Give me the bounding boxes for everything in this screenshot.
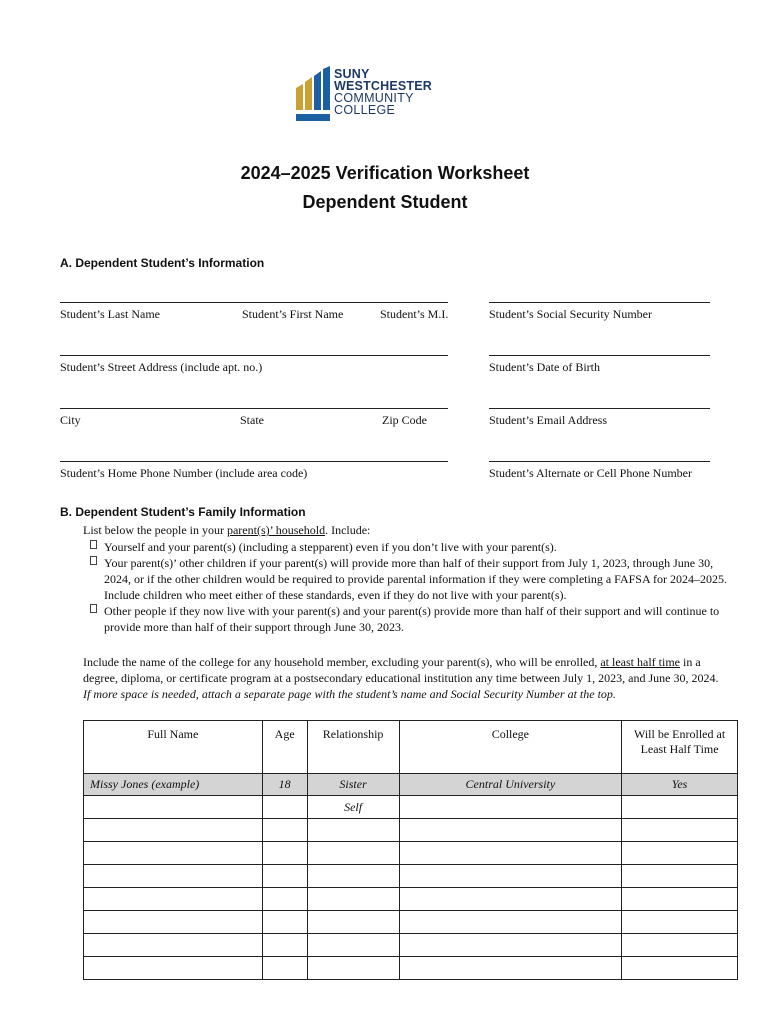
table-header-row	[84, 721, 738, 774]
age-cell[interactable]	[262, 934, 307, 957]
example-age: 18	[262, 774, 307, 796]
bullet-box-icon	[90, 604, 97, 613]
age-cell[interactable]	[262, 888, 307, 911]
name-cell[interactable]	[84, 819, 263, 842]
bullet-item	[104, 539, 734, 555]
intro-text-end: . Include:	[325, 523, 371, 537]
college-cell[interactable]	[399, 911, 622, 934]
city-label: City	[60, 413, 81, 427]
relationship-self-cell: Self	[307, 796, 399, 819]
dob-label: Student’s Date of Birth	[489, 360, 600, 374]
example-college: Central University	[399, 774, 622, 796]
email-line[interactable]	[489, 408, 710, 409]
header-enrolled: Will be Enrolled at Least Half Time	[622, 721, 738, 774]
name-cell[interactable]	[84, 888, 263, 911]
dob-line[interactable]	[489, 355, 710, 356]
relationship-cell[interactable]	[307, 842, 399, 865]
logo-line-community: COMMUNITY	[334, 91, 414, 105]
cell-phone-label: Student’s Alternate or Cell Phone Number	[489, 466, 692, 480]
cell-phone-line[interactable]	[489, 461, 710, 462]
instructions-text: Include the name of the college for any household member, excluding your parent(s), who will be enrolled,	[83, 655, 601, 669]
name-cell[interactable]	[84, 934, 263, 957]
bullet-text: Other people if they now live with your parent(s) and your parent(s) provide more than half of their support and will continue to provide more than half of their support through June 30, 2023.	[104, 604, 720, 634]
college-logo	[296, 66, 456, 124]
example-name: Missy Jones (example)	[84, 774, 263, 796]
enrolled-cell[interactable]	[622, 819, 738, 842]
table-row	[84, 934, 738, 957]
ssn-line[interactable]	[489, 302, 710, 303]
relationship-cell[interactable]	[307, 934, 399, 957]
city-state-zip-line[interactable]	[60, 408, 448, 409]
name-cell[interactable]	[84, 796, 263, 819]
age-cell[interactable]	[262, 796, 307, 819]
relationship-cell[interactable]	[307, 865, 399, 888]
bullet-box-icon	[90, 540, 97, 549]
last-name-label: Student’s Last Name	[60, 307, 160, 321]
college-cell[interactable]	[399, 934, 622, 957]
email-label: Student’s Email Address	[489, 413, 607, 427]
table-row	[84, 865, 738, 888]
table-row	[84, 888, 738, 911]
example-enrolled: Yes	[622, 774, 738, 796]
college-cell[interactable]	[399, 865, 622, 888]
relationship-cell[interactable]	[307, 819, 399, 842]
relationship-cell[interactable]	[307, 957, 399, 980]
name-cell[interactable]	[84, 957, 263, 980]
logo-line-college: COLLEGE	[334, 103, 396, 117]
logo-line-suny: SUNY	[334, 67, 370, 81]
page-title: 2024–2025 Verification Worksheet	[240, 163, 530, 183]
bullet-text: Your parent(s)’ other children if your parent(s) will provide more than half of their support from July 1, 2023, through June 30, 2024, or if the other children would be required to provide parental information if they were completing a FAFSA for 2024–2025. Include children who meet either of these standards, even if they do not live with your parent(s).	[104, 556, 727, 602]
home-phone-label: Student’s Home Phone Number (include area code)	[60, 466, 308, 480]
zip-label: Zip Code	[382, 413, 427, 427]
table-row	[84, 957, 738, 980]
state-label: State	[240, 413, 264, 427]
name-line[interactable]	[60, 302, 448, 303]
mi-label: Student’s M.I.	[380, 307, 449, 321]
bullet-text: Yourself and your parent(s) (including a stepparent) even if you don’t live with your parent(s).	[104, 540, 557, 554]
header-relationship: Relationship	[307, 721, 399, 774]
address-line[interactable]	[60, 355, 448, 356]
section-a-heading: A. Dependent Student’s Information	[60, 256, 265, 270]
instructions-text-mid: in a degree, diploma, or certificate program at a postsecondary educational institution any time between July 1, 2023, and June 30, 2024.	[83, 655, 719, 685]
name-cell[interactable]	[84, 842, 263, 865]
age-cell[interactable]	[262, 957, 307, 980]
logo-line-westchester: WESTCHESTER	[334, 79, 433, 93]
address-label: Student’s Street Address (include apt. no.)	[60, 360, 263, 374]
age-cell[interactable]	[262, 842, 307, 865]
header-college: College	[399, 721, 622, 774]
college-cell[interactable]	[399, 957, 622, 980]
age-cell[interactable]	[262, 865, 307, 888]
household-term: parent(s)’ household	[226, 523, 326, 537]
header-age: Age	[262, 721, 307, 774]
age-cell[interactable]	[262, 911, 307, 934]
college-cell[interactable]	[399, 888, 622, 911]
bullet-item	[104, 603, 734, 635]
table-row	[84, 911, 738, 934]
enrolled-cell[interactable]	[622, 796, 738, 819]
college-cell[interactable]	[399, 819, 622, 842]
name-cell[interactable]	[84, 911, 263, 934]
example-row	[84, 774, 738, 796]
enrolled-cell[interactable]	[622, 842, 738, 865]
home-phone-line[interactable]	[60, 461, 448, 462]
section-b-heading: B. Dependent Student’s Family Information	[60, 505, 306, 519]
enrolled-cell[interactable]	[622, 934, 738, 957]
table-row	[84, 819, 738, 842]
intro-text: List below the people in your	[83, 523, 227, 537]
age-cell[interactable]	[262, 819, 307, 842]
bullet-box-icon	[90, 556, 97, 565]
name-cell[interactable]	[84, 865, 263, 888]
instructions-note: If more space is needed, attach a separate page with the student’s name and Social Security Number at the top.	[83, 687, 616, 701]
example-relationship: Sister	[307, 774, 399, 796]
household-intro	[83, 522, 733, 538]
enrolled-cell[interactable]	[622, 865, 738, 888]
ssn-label: Student’s Social Security Number	[489, 307, 652, 321]
half-time-term: at least half time	[600, 655, 680, 669]
first-name-label: Student’s First Name	[242, 307, 344, 321]
page-subtitle: Dependent Student	[302, 192, 468, 212]
header-full-name: Full Name	[84, 721, 263, 774]
table-row	[84, 842, 738, 865]
logo-bars-icon	[296, 66, 332, 124]
college-instructions	[83, 654, 728, 702]
college-cell[interactable]	[399, 842, 622, 865]
enrolled-cell[interactable]	[622, 888, 738, 911]
enrolled-cell[interactable]	[622, 957, 738, 980]
college-cell[interactable]	[399, 796, 622, 819]
bullet-item	[104, 555, 734, 603]
relationship-cell[interactable]	[307, 911, 399, 934]
table-row	[84, 796, 738, 819]
relationship-cell[interactable]	[307, 888, 399, 911]
family-table	[83, 720, 738, 980]
enrolled-cell[interactable]	[622, 911, 738, 934]
